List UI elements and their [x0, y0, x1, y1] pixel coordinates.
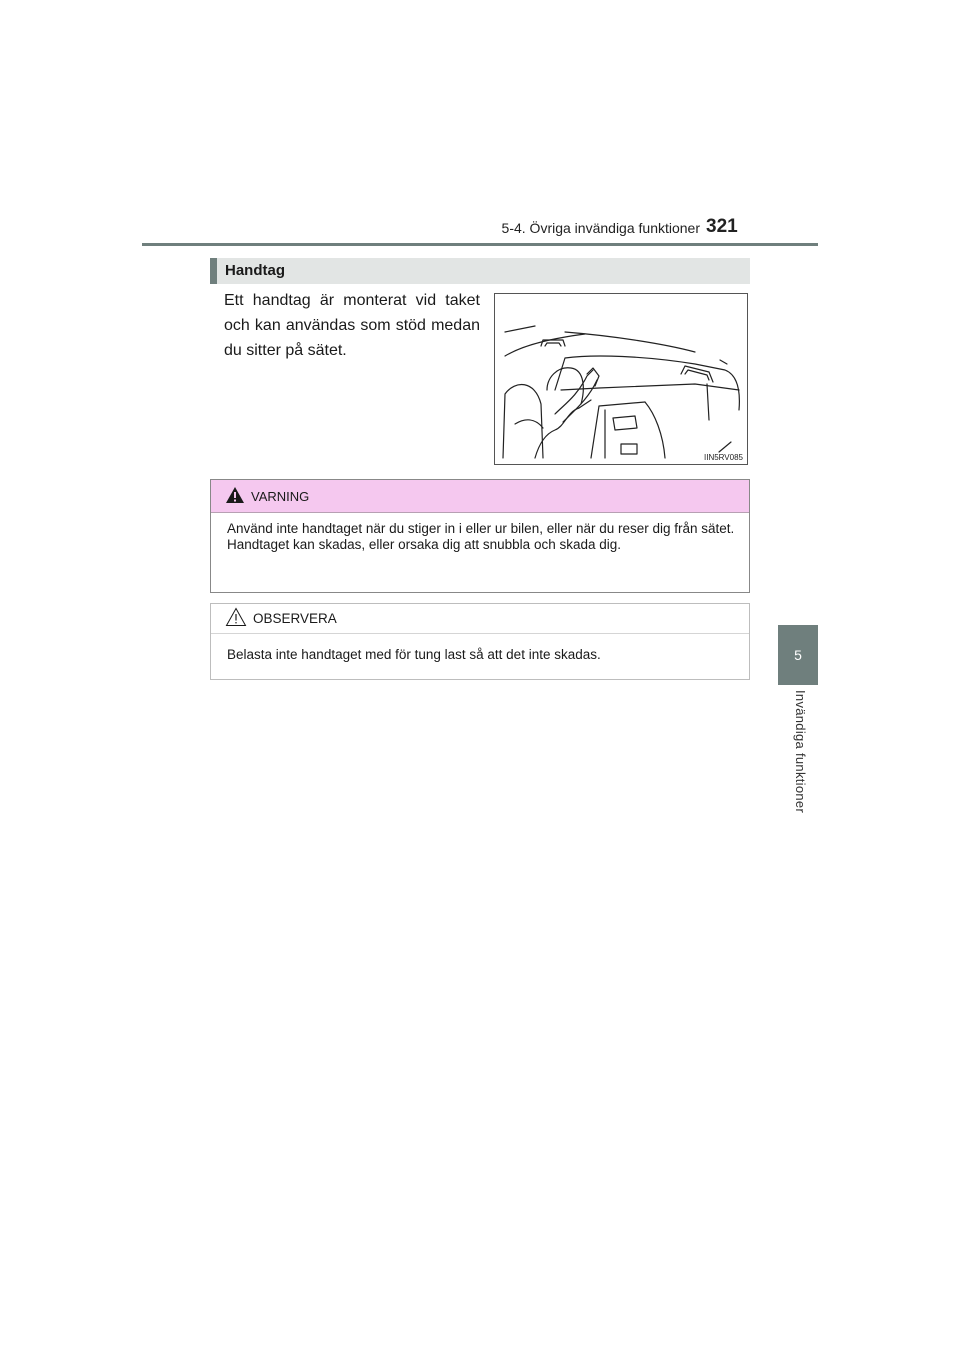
- warning-triangle-icon: [225, 486, 245, 507]
- warning-title: VARNING: [251, 488, 310, 504]
- body-paragraph: Ett handtag är monterat vid taket och kan användas som stöd medan du sitter på sätet.: [224, 292, 480, 359]
- running-header-title: 5-4. Övriga invändiga funktioner: [501, 220, 700, 236]
- notice-box: [210, 603, 750, 680]
- warning-body: [211, 513, 749, 553]
- section-heading: Handtag: [210, 258, 750, 284]
- warning-box: [210, 479, 750, 593]
- warning-text: Använd inte handtaget när du stiger in i eller ur bilen, eller när du reser dig från sätet.: [227, 521, 735, 536]
- chapter-number: 5: [794, 647, 802, 663]
- notice-text: Belasta inte handtaget med för tung last så att det inte skadas.: [227, 647, 601, 662]
- notice-title: OBSERVERA: [253, 611, 337, 626]
- page-number: 321: [706, 216, 738, 237]
- chapter-label: Invändiga funktioner: [793, 690, 808, 814]
- caution-triangle-icon: [225, 607, 247, 630]
- chapter-tab: [778, 625, 818, 685]
- warning-text: Handtaget kan skadas, eller orsaka dig att snubbla och skada dig.: [227, 537, 621, 552]
- assist-grip-illustration: [494, 293, 748, 465]
- notice-header: [211, 604, 749, 634]
- car-interior-drawing: [495, 294, 748, 465]
- warning-header: [211, 480, 749, 513]
- header-rule: [142, 243, 818, 246]
- figure-code: IIN5RV085: [704, 453, 743, 462]
